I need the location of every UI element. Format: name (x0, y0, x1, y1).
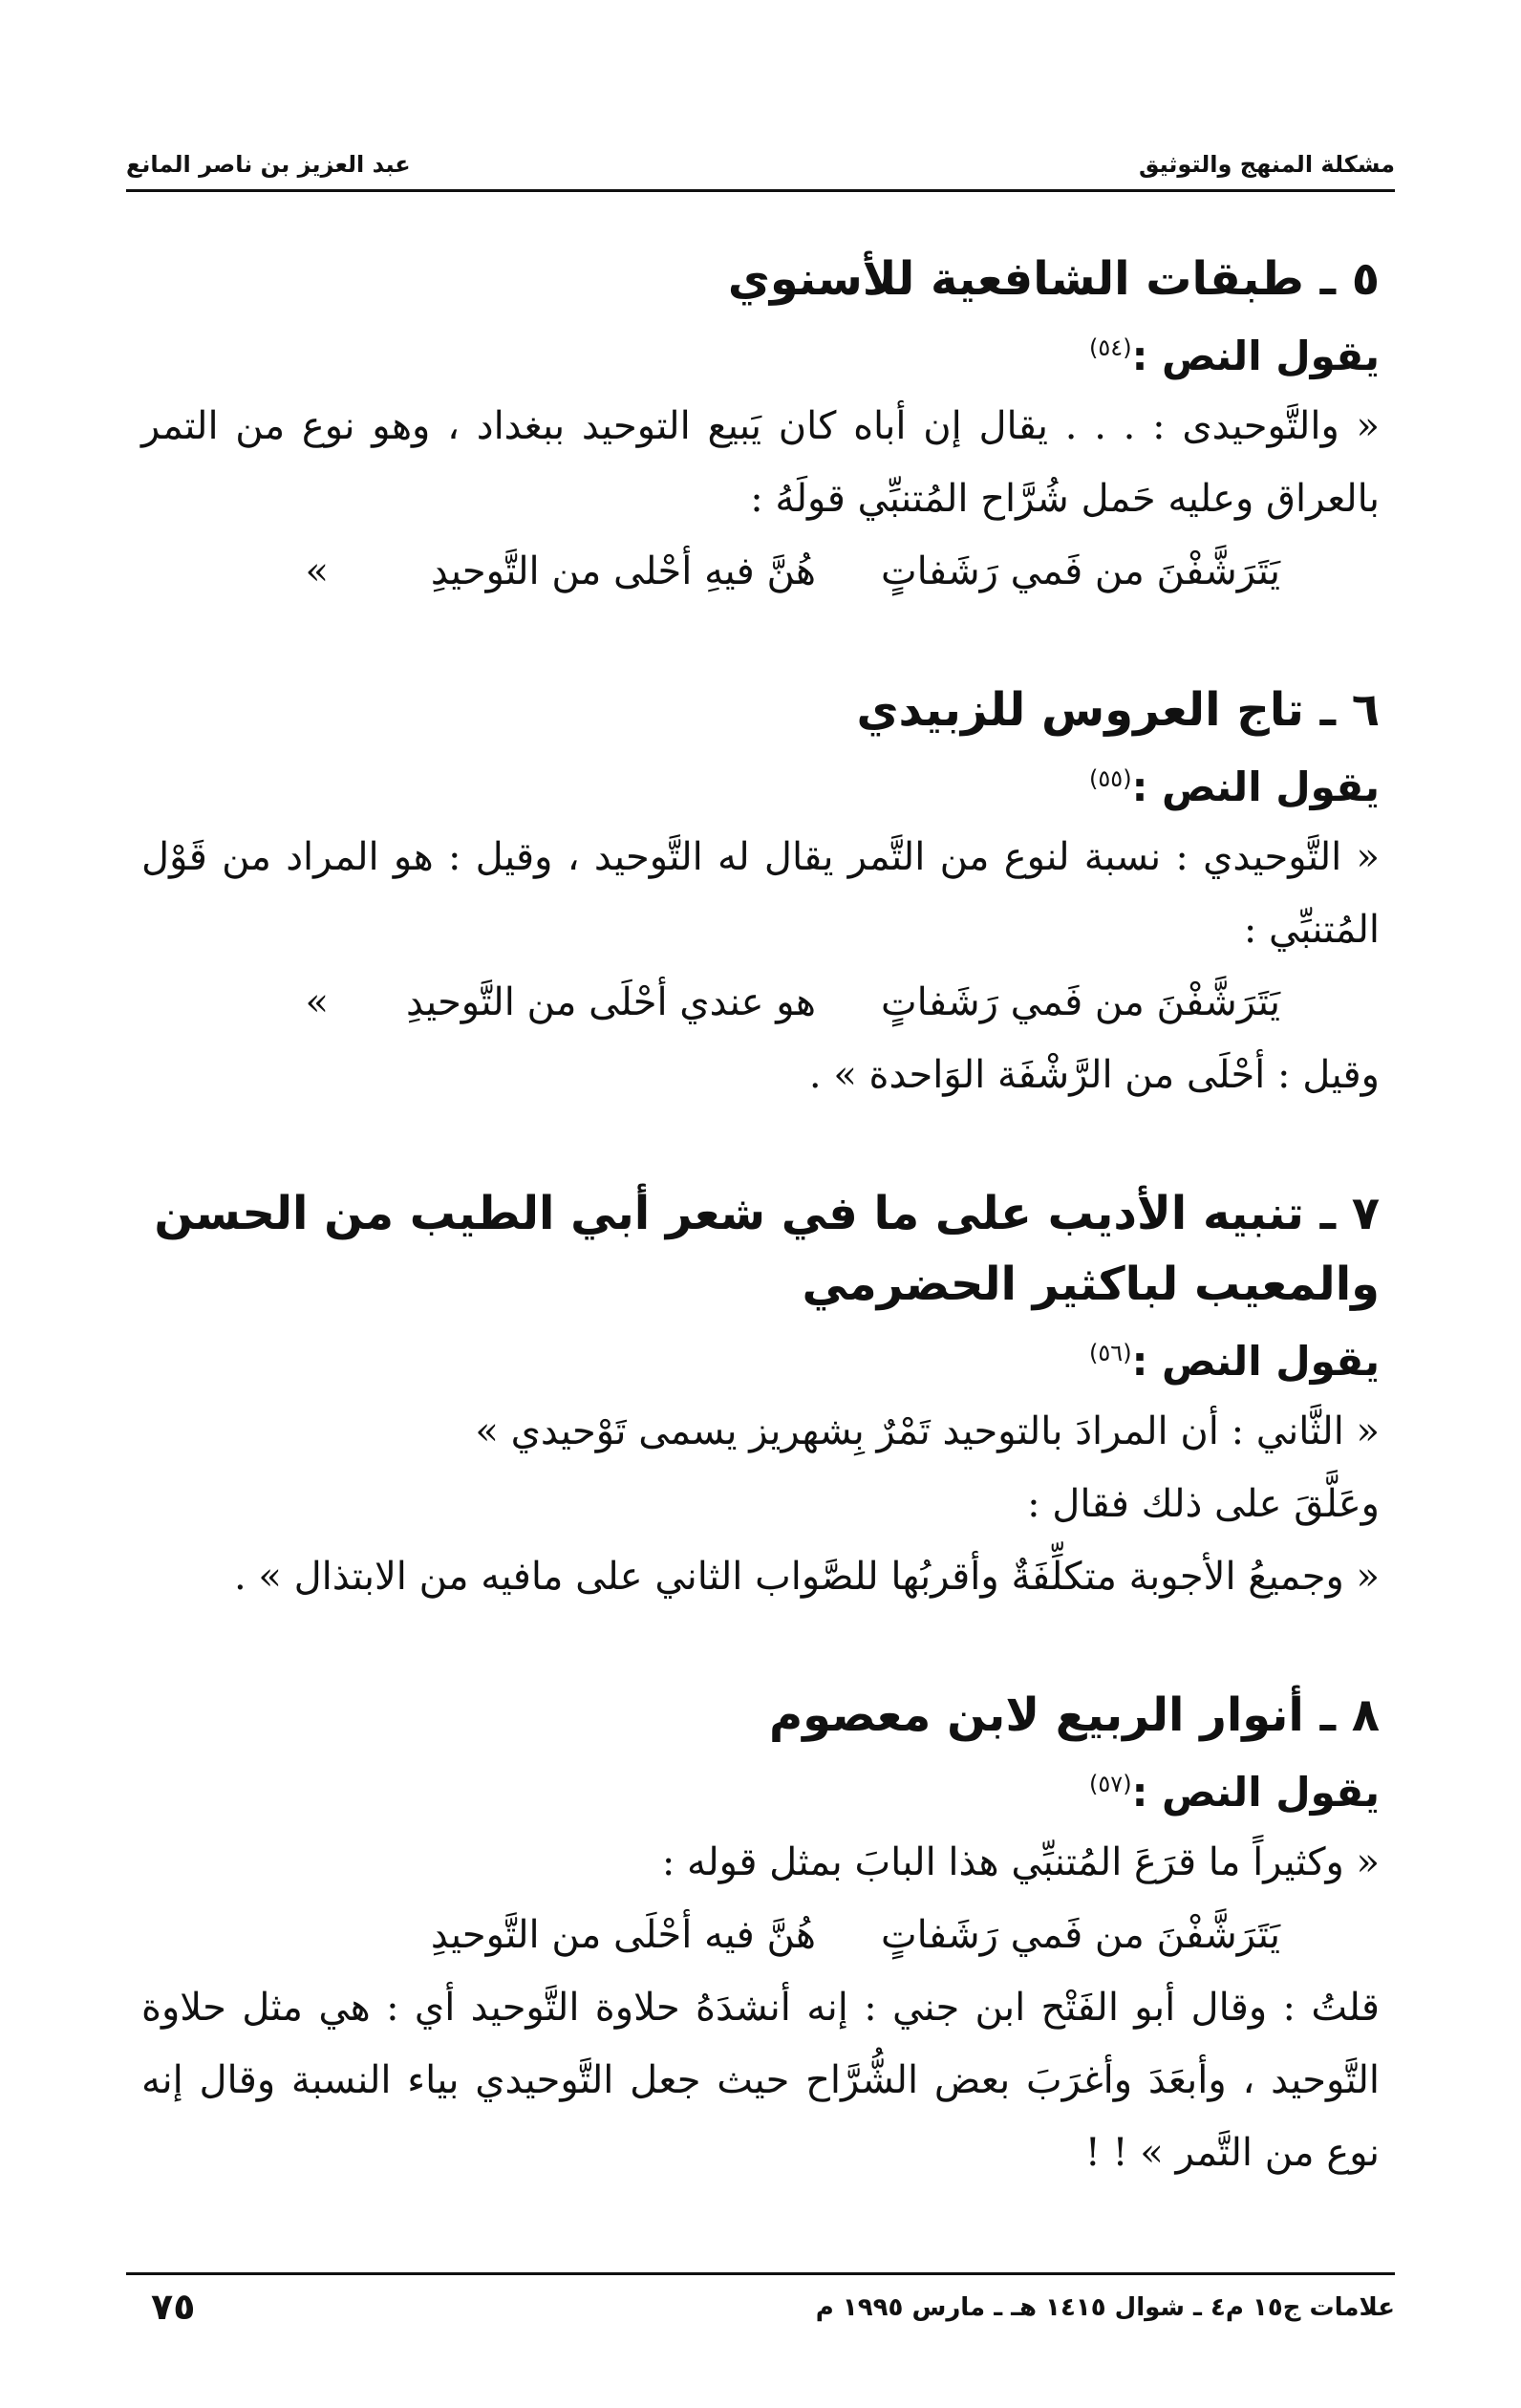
footnote-ref: (٥٧) (1089, 1771, 1132, 1797)
header-rule (126, 189, 1395, 192)
footnote-ref: (٥٥) (1089, 765, 1132, 792)
verse-hemistich-second: هو عندي أحْلَى من التَّوحيدِ (406, 980, 816, 1024)
running-header (126, 134, 1395, 183)
section-title: ٧ ـ تنبيه الأديب على ما في شعر أبي الطيب من الحسن والمعيب لباكثير الحضرمي (154, 1187, 1380, 1311)
label-text: يقول النص : (1131, 1769, 1380, 1816)
section-title: ٨ ـ أنوار الربيع لابن معصوم (769, 1688, 1380, 1742)
verse-line (141, 1899, 1380, 1971)
page-number: ٧٥ (151, 2286, 196, 2328)
verse-hemistich-first: يَتَرَشَّفْنَ من فَمي رَشَفاتٍ (881, 549, 1280, 593)
label-text: يقول النص : (1131, 333, 1380, 379)
label-text: يقول النص : (1131, 763, 1380, 810)
page-body (141, 244, 1380, 2256)
quote-paragraph: وعَلَّقَ على ذلك فقال : (1027, 1482, 1380, 1526)
quote-paragraph: « وجميعُ الأجوبة متكلِّفَةٌ وأقربُها للصَّواب الثاني على مافيه من الابتذال » . (233, 1555, 1380, 1599)
verse-hemistich-second: هُنَّ فيه أحْلَى من التَّوحيدِ (430, 1913, 816, 1957)
text-label (141, 745, 1380, 821)
verse-hemistich-first: يَتَرَشَّفْنَ من فَمي رَشَفاتٍ (881, 980, 1280, 1024)
issue-info: علامات ج١٥ م٤ ـ شوال ١٤١٥ هـ ـ مارس ١٩٩٥ م (815, 2293, 1395, 2322)
header-article-title: مشكلة المنهج والتوثيق (1138, 151, 1395, 178)
footnote-ref: (٥٤) (1089, 334, 1132, 361)
footer-rule (126, 2272, 1395, 2275)
quote-paragraph: « والتَّوحيدى : . . . يقال إن أباه كان يَبيع التوحيد ببغداد ، وهو نوع من التمر بالعراق وعليه حَمل شُرَّاح المُتنبِّي قولَهُ : (141, 404, 1380, 521)
header-author: عبد العزيز بن ناصر المانع (126, 151, 411, 178)
section-6 (141, 675, 1380, 1111)
verse-hemistich-first: يَتَرَشَّفْنَ من فَمي رَشَفاتٍ (881, 1913, 1280, 1957)
footnote-ref: (٥٦) (1089, 1340, 1132, 1366)
verse-hemistich-second: هُنَّ فيهِ أحْلى من التَّوحيدِ (430, 549, 816, 593)
page-footer (126, 2286, 1395, 2343)
section-5 (141, 244, 1380, 608)
closing-quote: » (305, 549, 329, 593)
quote-paragraph: وقيل : أحْلَى من الرَّشْفَة الوَاحدة » . (808, 1053, 1380, 1097)
quote-paragraph: قلتُ : وقال أبو الفَتْح ابن جني : إنه أنشدَهُ حلاوة التَّوحيد أي : هي مثل حلاوة التَّوحيد ، وأبعَدَ وأغرَبَ بعض الشُّرَّاح حيث جعل التَّوحيدي بياء النسبة وقال إنه نوع من التَّمر » ! ! (141, 1986, 1380, 2175)
verse-line (141, 966, 1380, 1039)
section-7 (141, 1178, 1380, 1613)
text-label (141, 1751, 1380, 1826)
quote-paragraph: « وكثيراً ما قرَعَ المُتنبِّي هذا البابَ بمثل قوله : (661, 1840, 1380, 1884)
text-label (141, 1320, 1380, 1395)
section-title: ٦ ـ تاج العروس للزبيدي (856, 683, 1380, 737)
quote-paragraph: « التَّوحيدي : نسبة لنوع من التَّمر يقال له التَّوحيد ، وقيل : هو المراد من قَوْل المُتنبِّي : (141, 835, 1380, 952)
closing-quote: » (305, 980, 329, 1024)
text-label (141, 314, 1380, 390)
quote-paragraph: « الثَّاني : أن المرادَ بالتوحيد تَمْرٌ بِشهريز يسمى تَوْحيدي » (475, 1409, 1380, 1453)
section-title: ٥ ـ طبقات الشافعية للأسنوي (727, 252, 1380, 306)
section-8 (141, 1680, 1380, 2189)
label-text: يقول النص : (1131, 1338, 1380, 1385)
verse-line (141, 535, 1380, 608)
